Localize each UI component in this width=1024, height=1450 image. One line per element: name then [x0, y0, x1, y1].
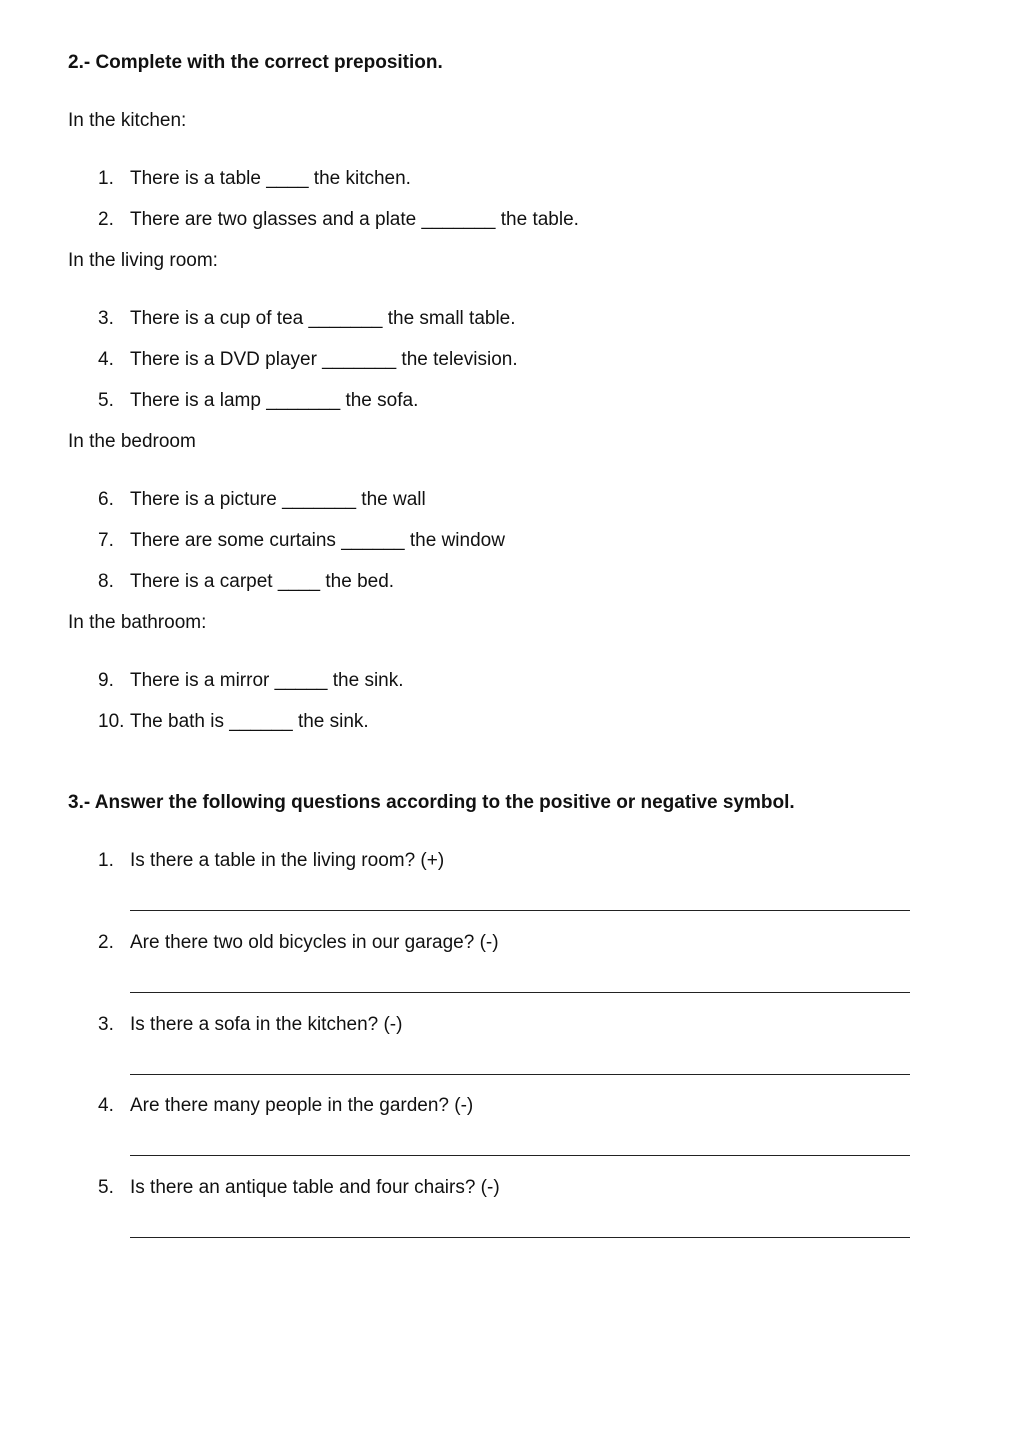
item-text: There is a lamp _______ the sofa. [130, 390, 419, 411]
group-label-bathroom: In the bathroom: [68, 612, 207, 633]
section-3-title: 3.- Answer the following questions according to the positive or negative symbol. [68, 792, 795, 813]
question-item [98, 932, 499, 954]
item-text: There are some curtains ______ the window [130, 530, 505, 551]
question-number: 4. [98, 1095, 114, 1116]
exercise-item [98, 530, 505, 552]
exercise-item [98, 390, 418, 412]
question-number: 3. [98, 1014, 114, 1035]
question-item [98, 1014, 402, 1036]
answer-line[interactable] [130, 1155, 910, 1156]
item-number: 3. [98, 308, 114, 329]
answer-line[interactable] [130, 1074, 910, 1075]
question-number: 2. [98, 932, 114, 953]
group-label-living-room: In the living room: [68, 250, 218, 271]
item-number: 4. [98, 349, 114, 370]
exercise-item [98, 308, 516, 330]
answer-line[interactable] [130, 992, 910, 993]
exercise-item [98, 711, 369, 733]
item-number: 8. [98, 571, 114, 592]
item-number: 2. [98, 209, 114, 230]
item-text: There is a table ____ the kitchen. [130, 168, 411, 189]
item-number: 1. [98, 168, 114, 189]
question-text: Is there a table in the living room? (+) [130, 850, 445, 871]
exercise-item [98, 349, 518, 371]
item-number: 9. [98, 670, 114, 691]
answer-line[interactable] [130, 910, 910, 911]
item-text: The bath is ______ the sink. [130, 711, 369, 732]
item-text: There are two glasses and a plate _______ the table. [130, 209, 579, 230]
question-text: Is there a sofa in the kitchen? (-) [130, 1014, 403, 1035]
question-item [98, 850, 444, 872]
item-text: There is a cup of tea _______ the small table. [130, 308, 516, 329]
question-item [98, 1095, 473, 1117]
exercise-item [98, 209, 579, 231]
question-item [98, 1177, 500, 1199]
group-label-bedroom: In the bedroom [68, 431, 196, 452]
question-number: 5. [98, 1177, 114, 1198]
item-text: There is a mirror _____ the sink. [130, 670, 404, 691]
question-text: Are there many people in the garden? (-) [130, 1095, 474, 1116]
item-number: 6. [98, 489, 114, 510]
item-text: There is a carpet ____ the bed. [130, 571, 395, 592]
exercise-item [98, 168, 411, 190]
question-number: 1. [98, 850, 114, 871]
item-number: 7. [98, 530, 114, 551]
question-text: Is there an antique table and four chairs? (-) [130, 1177, 500, 1198]
item-text: There is a DVD player _______ the television. [130, 349, 518, 370]
item-number: 10. [98, 711, 125, 732]
exercise-item [98, 489, 426, 511]
group-label-kitchen: In the kitchen: [68, 110, 187, 131]
item-text: There is a picture _______ the wall [130, 489, 426, 510]
exercise-item [98, 571, 394, 593]
exercise-item [98, 670, 404, 692]
item-number: 5. [98, 390, 114, 411]
question-text: Are there two old bicycles in our garage? (-) [130, 932, 499, 953]
answer-line[interactable] [130, 1237, 910, 1238]
section-2-title: 2.- Complete with the correct preposition. [68, 52, 443, 73]
